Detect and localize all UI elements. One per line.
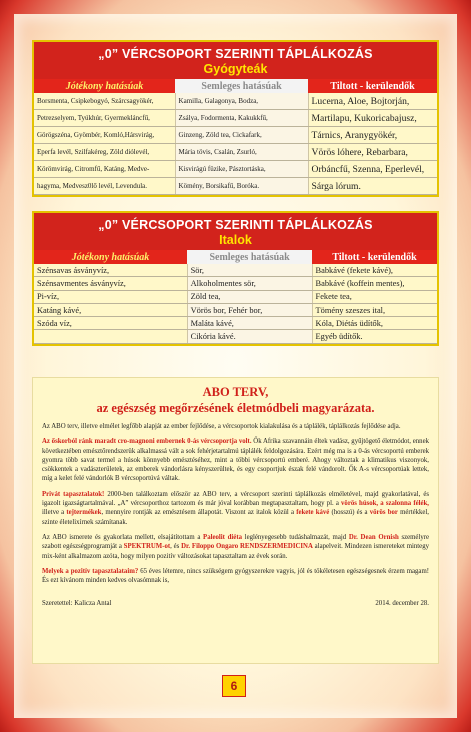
signature-row: [42, 599, 429, 608]
highlight-text: Az őskorból ránk maradt cro-magnoni embernek 0-ás vércsoportja volt.: [42, 438, 252, 446]
cell-beneficial: Eperfa levél, Szilfakéreg, Zöld diólevél,: [34, 144, 175, 161]
cell-forbidden: Vörös lóhere, Rebarbara,: [308, 144, 437, 161]
cell-beneficial: Szénsavas ásványvíz,: [34, 264, 187, 277]
article-box: [32, 377, 439, 664]
highlight-text: Dr. Dean Ornish: [348, 533, 399, 541]
paragraph-text: , mennyire rontják az emésztésem állapotát. Viszont az italok közül a: [101, 509, 297, 517]
highlight-text: Privát tapasztalatok!: [42, 490, 105, 498]
cell-beneficial: Görögszéna, Gyömbér, Komló,Hársvirág,: [34, 127, 175, 144]
cell-forbidden: Orbáncfű, Szenna, Eperlevél,: [308, 161, 437, 178]
cell-beneficial: Borsmenta, Csipkebogyó, Szárcsagyökér,: [34, 93, 175, 110]
header-beneficial: Jótékony hatásúak: [34, 250, 187, 264]
paragraph-text: , és: [170, 543, 182, 551]
panel-gyogyteak: [32, 40, 439, 197]
panel-title: „0” VÉRCSOPORT SZERINTI TÁPLÁLKOZÁS: [98, 47, 373, 61]
panel-title: „0” VÉRCSOPORT SZERINTI TÁPLÁLKOZÁS: [98, 218, 373, 232]
paragraph-text: 2000-ben találkoztam először az ABO terv, a vércsoport szerinti táplálkozás elméletével, majd gyakorlatával, és igazolt igazságtartalmával. „A” vércsoporthoz tartozom és már jóval korábban megtapasztaltam, hogy pl. a: [42, 490, 429, 508]
table-header-row: [34, 250, 437, 264]
paragraph-text: alapelveit. Mindezen ismereteket mintegy mix-ként alkalmazom azóta, hogy milyen pozitív változásokat tapasztaltam az évek során.: [42, 543, 430, 560]
panel-subtitle: Gyógyteák: [203, 62, 268, 76]
cell-forbidden: Martilapu, Kukoricabajusz,: [308, 110, 437, 127]
cell-beneficial: [34, 330, 187, 343]
header-beneficial: Jótékony hatásúak: [34, 79, 175, 93]
signature: Szeretettel: Kalicza Antal: [42, 600, 112, 608]
cell-neutral: Zsálya, Fodormenta, Kakukkfű,: [175, 110, 308, 127]
article-subtitle: az egészség megőrzésének életmódbeli magyarázata.: [96, 401, 375, 415]
cell-neutral: Cikória kávé.: [187, 330, 312, 343]
cell-neutral: Maláta kávé,: [187, 317, 312, 330]
cell-neutral: Alkoholmentes sör,: [187, 277, 312, 290]
paragraph-text: Az ABO ismerete és gyakorlata mellett, elsajátítottam a: [42, 533, 204, 541]
cell-forbidden: Tömény szeszes ital,: [312, 303, 437, 316]
highlight-text: Dr. Filoppo Ongaro RENDSZERMEDICINA: [181, 543, 313, 551]
article-paragraph-2: [42, 437, 429, 483]
highlight-text: vörös húsok, a szalonna félék,: [341, 500, 429, 508]
table-row: [34, 277, 437, 290]
cell-beneficial: Szóda víz,: [34, 317, 187, 330]
table-row: [34, 317, 437, 330]
cell-forbidden: Babkávé (fekete kávé),: [312, 264, 437, 277]
table-row: [34, 144, 437, 161]
article-paragraph-5: [42, 567, 429, 586]
panel-subtitle: Italok: [219, 233, 252, 247]
page-number: 6: [222, 675, 246, 697]
panel-header: [34, 213, 437, 250]
header-forbidden: Tiltott - kerülendők: [312, 250, 437, 264]
table-header-row: [34, 79, 437, 93]
table-row: [34, 303, 437, 316]
paragraph-text: (hosszú) és a: [329, 509, 370, 517]
article-paragraph-1: [42, 422, 429, 431]
cell-forbidden: Lucerna, Aloe, Bojtorján,: [308, 93, 437, 110]
cell-forbidden: Babkávé (koffein mentes),: [312, 277, 437, 290]
cell-beneficial: Petrezselyem, Tyúkhúr, Gyermekláncfű,: [34, 110, 175, 127]
table-row: [34, 127, 437, 144]
paragraph-text: Ők Afrika szavannáin éltek vadász, gyűjtögető életmódot, ennek következtében emésztőrendszerük alkalmassá vált a sok fehérjetartalmú táplálék feldolgozására. Ezért még ma is a 0-ás vércsoportú emberek gyomra több savat termel a húsok könnyebb emésztéséhez, mint a többi vércsoportú emberé. Ahogy változtak a klimatikus viszonyok, csökkentek a vadászterületek, az emberek vándorlásra kényszerültek, és egy csoportjuk észak felé vándorolt. Ők A-s vércsoportúak lettek, míg a kelet felé vándorlók B vércsoportúvá váltak.: [42, 438, 429, 483]
article-paragraph-4: [42, 533, 429, 561]
cell-beneficial: Katáng kávé,: [34, 303, 187, 316]
panel-italok: [32, 211, 439, 346]
header-forbidden: Tiltott - kerülendők: [308, 79, 437, 93]
highlight-text: Melyek a pozitív tapasztalataim?: [42, 567, 139, 575]
table-row: [34, 93, 437, 110]
paragraph-text: személyre szabott egészségprogramját a: [42, 533, 429, 551]
table-row: [34, 264, 437, 277]
cell-beneficial: Szénsavmentes ásványvíz,: [34, 277, 187, 290]
cell-forbidden: Fekete tea,: [312, 290, 437, 303]
cell-neutral: Kömény, Borsikafű, Boróka.: [175, 178, 308, 195]
cell-beneficial: hagyma, Medvesz0lő levél, Levendula.: [34, 178, 175, 195]
paragraph-text: illetve a: [42, 509, 67, 517]
article-title: ABO TERV,: [202, 385, 269, 399]
cell-neutral: Sör,: [187, 264, 312, 277]
cell-forbidden: Sárga lórum.: [308, 178, 437, 195]
cell-neutral: Kamilla, Galagonya, Bodza,: [175, 93, 308, 110]
article-paragraph-3: [42, 490, 429, 527]
cell-neutral: Kisvirágú füzike, Pásztortáska,: [175, 161, 308, 178]
cell-beneficial: Pi-víz,: [34, 290, 187, 303]
cell-neutral: Zöld tea,: [187, 290, 312, 303]
date: 2014. december 28.: [375, 600, 429, 608]
cell-forbidden: Egyéb üdítők.: [312, 330, 437, 343]
paragraph-text: mértékkel, szinte életelixírnek számítanak.: [42, 509, 429, 526]
panel-header: [34, 42, 437, 79]
table-row: [34, 161, 437, 178]
table-row: [34, 178, 437, 195]
paragraph-text: leglényegesebb tudáshalmazát, majd: [241, 533, 349, 541]
highlight-text: Paleolit diéta: [203, 533, 242, 541]
cell-beneficial: Körömvirág, Citromfű, Katáng, Medve-: [34, 161, 175, 178]
table-row: [34, 330, 437, 343]
cell-neutral: Ginzeng, Zöld tea, Cickafark,: [175, 127, 308, 144]
italok-table: [34, 250, 437, 344]
paragraph-text: Az ABO terv, illetve elmélet legfőbb alapját az ember fejlődése, a vércsoportok kialakulása és a táplálék, táplálkozás fejlődése adja.: [42, 423, 401, 430]
table-row: [34, 110, 437, 127]
highlight-text: vörös bor: [369, 509, 398, 517]
cell-forbidden: Kóla, Diétás üdítők,: [312, 317, 437, 330]
paragraph-text: 65 éves létemre, nincs szükségem gyógyszerekre vagyis, jól és tökéletesen egészségesnek érzem magam! És ezt kívánom minden kedves olvasómnak is,: [42, 567, 429, 585]
highlight-text: tejtermékek: [66, 509, 102, 517]
cell-forbidden: Tárnics, Aranygyökér,: [308, 127, 437, 144]
header-neutral: Semleges hatásúak: [175, 79, 308, 93]
header-neutral: Semleges hatásúak: [187, 250, 312, 264]
cell-neutral: Vörös bor, Fehér bor,: [187, 303, 312, 316]
table-row: [34, 290, 437, 303]
gyogyteak-table: [34, 79, 437, 195]
highlight-text: fekete kávé: [296, 509, 330, 517]
highlight-text: SPEKTRUM-ot: [123, 543, 171, 551]
cell-neutral: Mária tövis, Csalán, Zsurló,: [175, 144, 308, 161]
